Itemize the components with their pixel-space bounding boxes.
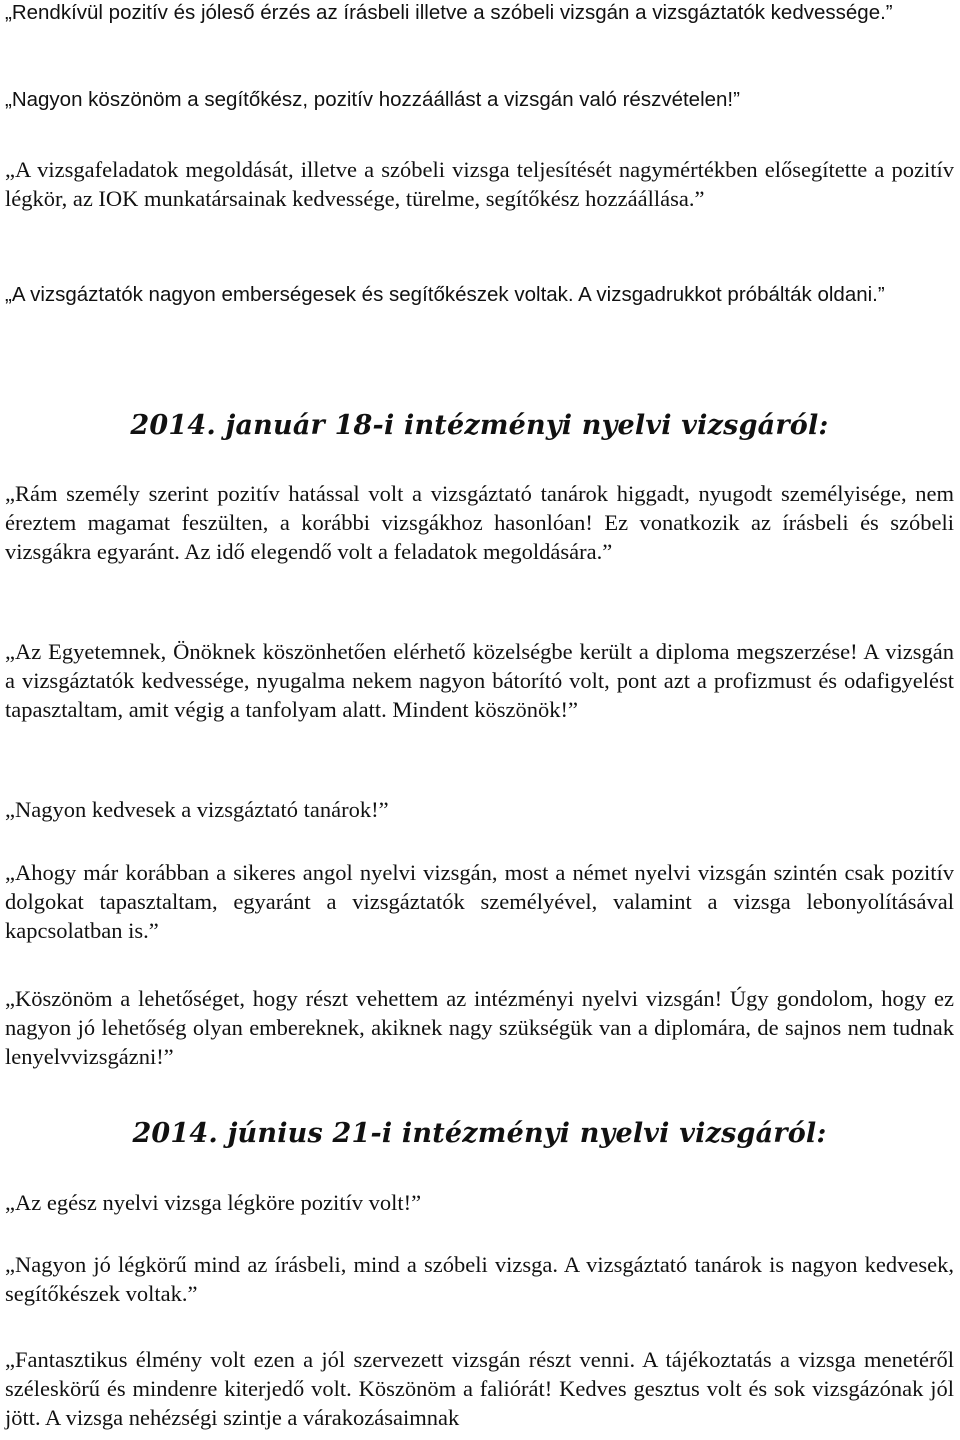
- quote-paragraph: „A vizsgáztatók nagyon emberségesek és segítőkészek voltak. A vizsgadrukkot próbálták oldani.”: [5, 283, 885, 306]
- quote-paragraph: „Köszönöm a lehetőséget, hogy részt vehettem az intézményi nyelvi vizsgán! Úgy gondolom, hogy ez nagyon jó lehetőség olyan embereknek, akiknek nagy szükségük van a diplomára, de sajnos nem tudnak lenyelvvizsgázni!”: [5, 986, 954, 1069]
- quote-paragraph: „Nagyon köszönöm a segítőkész, pozitív hozzáállást a vizsgán való részvételen!”: [5, 88, 740, 111]
- quote-paragraph: „Rendkívül pozitív és jóleső érzés az írásbeli illetve a szóbeli vizsgán a vizsgáztatók kedvessége.”: [5, 1, 893, 24]
- quote-paragraph: „Ahogy már korábban a sikeres angol nyelvi vizsgán, most a német nyelvi vizsgán szintén csak pozitív dolgokat tapasztaltam, egyaránt a vizsgáztatók személyével, valamint a vizsga lebonyolításával kapcsolatban is.”: [5, 860, 954, 943]
- quote-paragraph: „Az Egyetemnek, Önöknek köszönhetően elérhető közelségbe került a diploma megszerzése! A vizsgán a vizsgáztatók kedvessége, nyugalma nekem nagyon bátorító volt, pont azt a profizmust és odafigyelést tapasztaltam, amit végig a tanfolyam alatt. Mindent köszönök!”: [5, 639, 954, 722]
- quote-paragraph: „Fantasztikus élmény volt ezen a jól szervezett vizsgán részt venni. A tájékoztatás a vizsga menetéről széleskörű és mindenre kiterjedő volt. Köszönöm a faliórát! Kedves gesztus volt és sok vizsgázónak jól jött. A vizsga nehézségi szintje a várakozásaimnak: [5, 1347, 954, 1430]
- quote-paragraph: „Nagyon jó légkörű mind az írásbeli, mind a szóbeli vizsga. A vizsgáztató tanárok is nagyon kedvesek, segítőkészek voltak.”: [5, 1252, 954, 1306]
- document-page: [5, 0, 954, 1440]
- section-heading-january: 2014. január 18-i intézményi nyelvi vizsgáról:: [130, 410, 829, 441]
- quote-paragraph: „A vizsgafeladatok megoldását, illetve a szóbeli vizsga teljesítését nagymértékben elősegítette a pozitív légkör, az IOK munkatársainak kedvessége, türelme, segítőkész hozzáállása.”: [5, 157, 954, 211]
- quote-paragraph: „Az egész nyelvi vizsga légköre pozitív volt!”: [5, 1190, 422, 1215]
- section-heading-june: 2014. június 21-i intézményi nyelvi vizsgáról:: [132, 1118, 827, 1149]
- quote-paragraph: „Nagyon kedvesek a vizsgáztató tanárok!”: [5, 797, 389, 822]
- quote-paragraph: „Rám személy szerint pozitív hatással volt a vizsgáztató tanárok higgadt, nyugodt személyisége, nem éreztem magamat feszülten, a korábbi vizsgákhoz hasonlóan! Ez vonatkozik az írásbeli és szóbeli vizsgákra egyaránt. Az idő elegendő volt a feladatok megoldására.”: [5, 481, 954, 564]
